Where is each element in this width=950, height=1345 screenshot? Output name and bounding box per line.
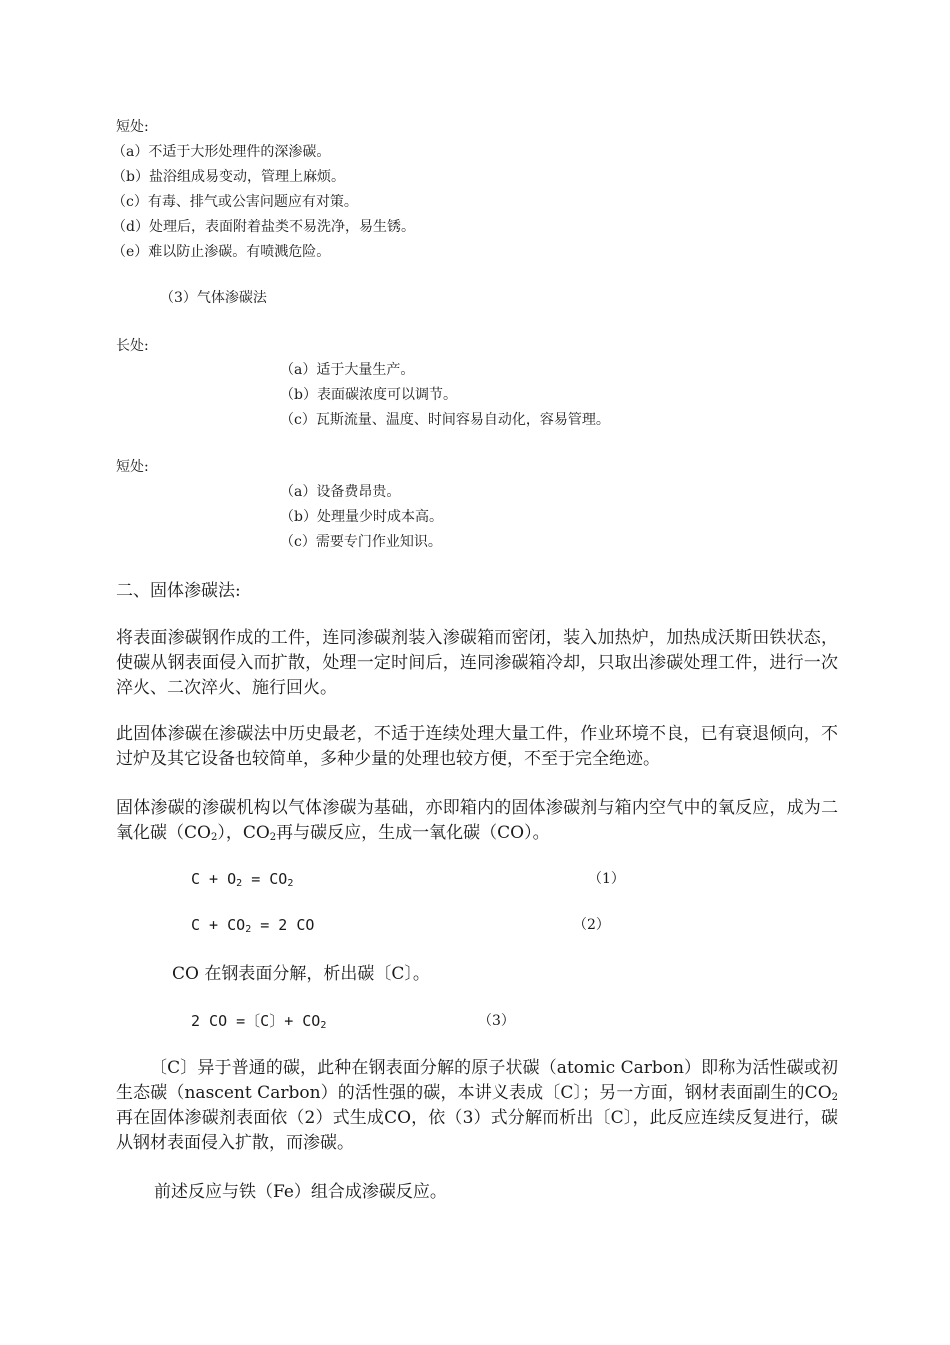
list-item: （b）处理量少时成本高。 <box>280 509 443 525</box>
equation-3: 2 CO =〔C〕+ $CO_2$ <box>191 1012 327 1031</box>
gas-heading: （3）气体渗碳法 <box>160 290 267 306</box>
paragraph-2: 此固体渗碳在渗碳法中历史最老，不适于连续处理大量工件，作业环境不良，已有衰退倾向，不过炉及其它设备也较简单，多种少量的处理也较方便，不至于完全绝迹。 <box>116 724 838 769</box>
list-item: （e）难以防止渗碳。有喷溅危险。 <box>112 244 331 260</box>
list-item: （b）表面碳浓度可以调节。 <box>280 387 457 403</box>
list-item: （c）有毒、排气或公害问题应有对策。 <box>112 194 358 210</box>
gas-pros-list <box>280 358 610 433</box>
list-item: （b）盐浴组成易变动，管理上麻烦。 <box>112 169 345 185</box>
list-item: （a）不适于大形处理件的深渗碳。 <box>112 144 331 160</box>
list-item: （a）设备费昂贵。 <box>280 484 401 500</box>
equation-1: $C + O_2 = CO_2$ <box>191 870 294 889</box>
list-item: （c）需要专门作业知识。 <box>280 534 442 550</box>
gas-cons-label: 短处: <box>116 459 149 475</box>
equation-3-number: （3） <box>478 1013 515 1029</box>
salt-cons-list <box>112 140 415 265</box>
equation-2: $C + CO_2 = 2$ CO <box>191 916 315 935</box>
equation-2-number: （2） <box>573 917 610 933</box>
gas-cons-list <box>280 480 443 555</box>
paragraph-1: 将表面渗碳钢作成的工件，连同渗碳剂装入渗碳箱而密闭，装入加热炉，加热成沃斯田铁状态，使碳从钢表面侵入而扩散，处理一定时间后，连同渗碳箱冷却，只取出渗碳处理工件，进行一次淬火、二次淬火、施行回火。 <box>116 628 838 698</box>
solid-heading: 二、固体渗碳法: <box>116 581 241 601</box>
co-decomposition-line: CO 在钢表面分解，析出碳〔C〕。 <box>172 964 430 984</box>
paragraph-3: 固体渗碳的渗碳机构以气体渗碳为基础，亦即箱内的固体渗碳剂与箱内空气中的氧反应，成为二氧化碳$(CO_2)$，$CO_2$再与碳反应，生成一氧化碳（CO）。 <box>116 798 838 843</box>
list-item: （d）处理后，表面附着盐类不易洗净，易生锈。 <box>112 219 415 235</box>
paragraph-5: 前述反应与铁（Fe）组合成渗碳反应。 <box>154 1182 447 1202</box>
gas-pros-label: 长处: <box>116 338 149 354</box>
list-item: （a）适于大量生产。 <box>280 362 415 378</box>
equation-1-number: （1） <box>588 871 625 887</box>
salt-cons-label: 短处: <box>116 119 149 135</box>
paragraph-4: 〔C〕异于普通的碳，此种在钢表面分解的原子状碳（atomic Carbon）即称为活性碳或初生态碳（nascent Carbon）的活性强的碳，本讲义表成〔C〕；另一方面，钢材表面副生的$CO_2$再在固体渗碳剂表面依（2）式生成CO，依（3）式分解而析出〔C〕，此反应连续反复进行，碳从钢材表面侵入扩散，而渗碳。 <box>116 1058 838 1153</box>
list-item: （c）瓦斯流量、温度、时间容易自动化，容易管理。 <box>280 412 610 428</box>
